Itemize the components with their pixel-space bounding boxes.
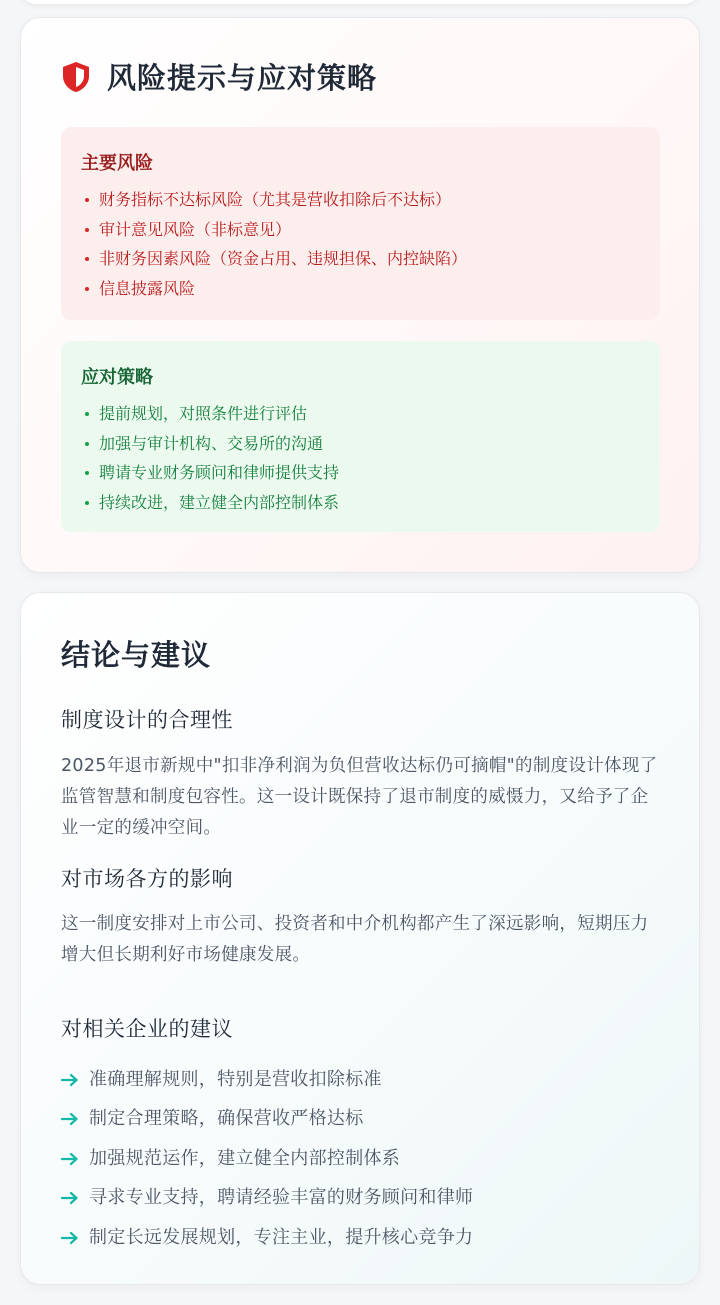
- list-item: [61, 1137, 473, 1177]
- rationale-heading: 制度设计的合理性: [61, 708, 233, 732]
- recommendations-heading: 对相关企业的建议: [61, 1017, 233, 1041]
- list-item: [81, 429, 640, 459]
- recommendation-text: 寻求专业支持，聘请经验丰富的财务顾问和律师: [89, 1187, 474, 1209]
- main-risks-title: 主要风险: [81, 153, 153, 174]
- list-item: [81, 488, 640, 518]
- bullet-dot: [85, 198, 89, 202]
- list-item: [61, 1216, 473, 1256]
- list-item: [61, 1098, 473, 1138]
- rationale-paragraph: 2025年退市新规中"扣非净利润为负但营收达标仍可摘帽"的制度设计体现了监管智慧和制度包容性。这一设计既保持了退市制度的威慑力，又给予了企业一定的缓冲空间。: [61, 756, 658, 838]
- bullet-dot: [85, 471, 89, 475]
- risk-item-text: 非财务因素风险（资金占用、违规担保、内控缺陷）: [99, 249, 468, 269]
- bullet-dot: [85, 501, 89, 505]
- list-item: [61, 1177, 473, 1217]
- shield-icon: [61, 61, 91, 93]
- arrow-right-icon: [61, 1189, 79, 1203]
- risk-item-text: 财务指标不达标风险（尤其是营收扣除后不达标）: [99, 190, 452, 209]
- strategy-item-text: 聘请专业财务顾问和律师提供支持: [99, 463, 340, 483]
- impact-heading: 对市场各方的影响: [61, 867, 233, 891]
- recommendation-text: 制定长远发展规划，专注主业，提升核心竞争力: [89, 1226, 474, 1248]
- list-item: [81, 274, 640, 304]
- bullet-dot: [85, 228, 89, 232]
- risk-card: [20, 17, 700, 573]
- impact-paragraph: 这一制度安排对上市公司、投资者和中介机构都产生了深远影响，短期压力增大但长期利好市场健康发展。: [61, 914, 649, 965]
- recommendation-text: 准确理解规则，特别是营收扣除标准: [89, 1068, 382, 1090]
- arrow-right-icon: [61, 1150, 79, 1164]
- arrow-right-icon: [61, 1229, 79, 1243]
- list-item: [61, 1058, 473, 1098]
- conclusion-card: [20, 592, 700, 1285]
- arrow-right-icon: [61, 1110, 79, 1124]
- list-item: [81, 215, 640, 245]
- bullet-dot: [85, 442, 89, 446]
- list-item: [81, 244, 640, 274]
- strategy-item-text: 加强与审计机构、交易所的沟通: [99, 433, 324, 453]
- conclusion-section-title: 结论与建议: [61, 638, 212, 672]
- list-item: [81, 185, 640, 215]
- strategies-title: 应对策略: [81, 367, 153, 388]
- bullet-dot: [85, 287, 89, 291]
- bullet-dot: [85, 412, 89, 416]
- risk-item-text: 信息披露风险: [99, 279, 196, 299]
- list-item: [81, 399, 640, 429]
- main-risks-box: [61, 127, 660, 320]
- recommendation-text: 加强规范运作，建立健全内部控制体系: [89, 1147, 401, 1169]
- bullet-dot: [85, 257, 89, 261]
- list-item: [81, 458, 640, 488]
- recommendations-list: [61, 1058, 473, 1256]
- strategy-item-text: 持续改进，建立健全内部控制体系: [99, 493, 340, 513]
- previous-card-edge: [20, 0, 700, 4]
- strategies-list: [81, 399, 640, 518]
- strategies-box: [61, 341, 660, 532]
- risk-section-title: 风险提示与应对策略: [107, 61, 378, 95]
- recommendation-text: 制定合理策略，确保营收严格达标: [89, 1108, 364, 1130]
- strategy-item-text: 提前规划，对照条件进行评估: [99, 404, 308, 423]
- arrow-right-icon: [61, 1071, 79, 1085]
- risk-card-header: [61, 56, 377, 97]
- main-risks-list: [81, 185, 640, 304]
- risk-item-text: 审计意见风险（非标意见）: [99, 219, 292, 239]
